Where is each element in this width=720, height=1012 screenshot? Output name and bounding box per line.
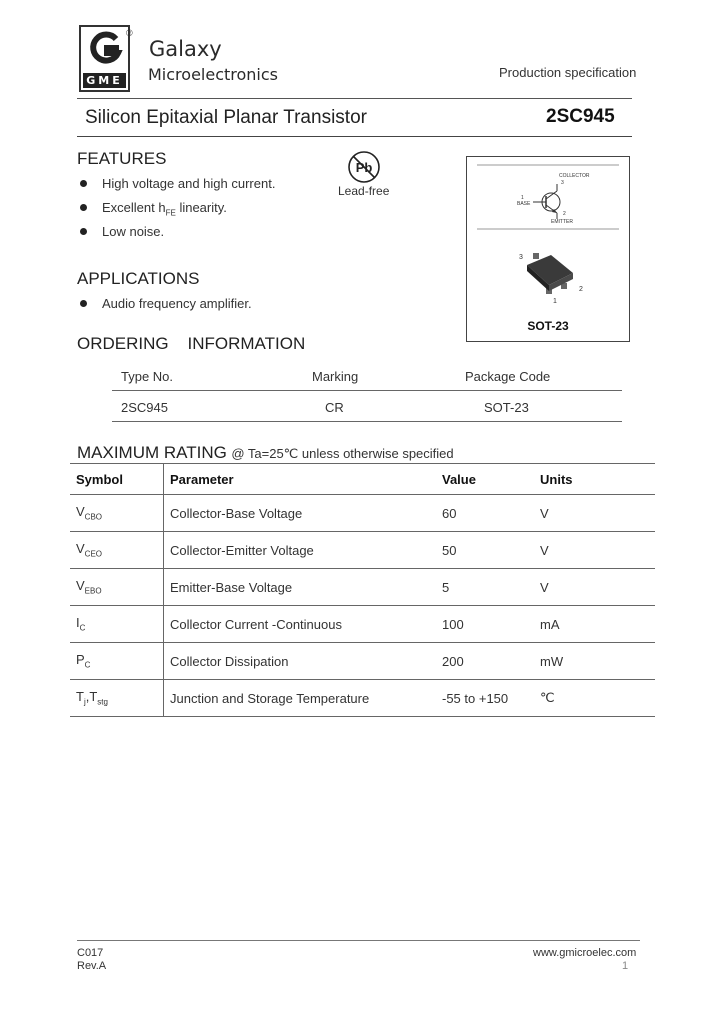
pin-emitter-number: 2	[563, 211, 566, 217]
product-description: Silicon Epitaxial Planar Transistor	[85, 107, 367, 128]
max-rating-condition: @ Ta=25℃ unless otherwise specified	[231, 446, 454, 461]
registered-mark: ®	[126, 28, 133, 38]
parameter-cell: Collector-Emitter Voltage	[164, 532, 437, 569]
symbol-cell: $V_{CBO}$	[70, 495, 164, 532]
parameter-cell: Collector Current -Continuous	[164, 606, 437, 643]
max-rating-heading: MAXIMUM RATING	[77, 443, 227, 462]
symbol-cell: $I_C$	[70, 606, 164, 643]
lead-symbol: Pb	[355, 160, 373, 175]
ordering-col-type: Type No.	[121, 369, 174, 384]
col-units: Units	[534, 464, 655, 495]
value-cell: 200	[436, 643, 534, 680]
value-cell: 50	[436, 532, 534, 569]
bullet-icon	[80, 228, 87, 235]
table-row	[70, 680, 655, 717]
features-heading: FEATURES	[77, 149, 167, 168]
g-logo-icon	[89, 29, 123, 69]
feature-item: Excellent $h_{FE}$ linearity.	[102, 200, 227, 218]
package-pin-label: 2	[579, 286, 583, 293]
unit-cell: ℃	[534, 680, 655, 717]
brand-name-line1: Galaxy	[149, 37, 222, 61]
parameter-cell: Collector-Base Voltage	[164, 495, 437, 532]
ordering-type-value: 2SC945	[121, 400, 168, 415]
document-code: C017	[77, 947, 104, 959]
feature-item: High voltage and high current.	[102, 176, 276, 191]
base-label: BASE	[517, 201, 531, 207]
production-spec-label: Production specification	[499, 65, 637, 80]
value-cell: 60	[436, 495, 534, 532]
table-row	[70, 569, 655, 606]
parameter-cell: Junction and Storage Temperature	[164, 680, 437, 717]
value-cell: 100	[436, 606, 534, 643]
table-header-row	[70, 464, 655, 495]
col-value: Value	[436, 464, 534, 495]
logo-gme-text: GME	[83, 73, 126, 88]
feature-item: Low noise.	[102, 224, 165, 239]
ordering-divider	[112, 421, 622, 422]
emitter-label: EMITTER	[551, 219, 573, 225]
symbol-cell: $P_C$	[70, 643, 164, 680]
ordering-col-marking: Marking	[312, 369, 359, 384]
max-rating-title	[77, 443, 454, 463]
symbol-cell: $V_{CEO}$	[70, 532, 164, 569]
value-cell: 5	[436, 569, 534, 606]
applications-heading: APPLICATIONS	[77, 269, 200, 288]
application-item: Audio frequency amplifier.	[102, 296, 252, 311]
ordering-marking-value: CR	[325, 400, 344, 415]
package-pin-label: 1	[553, 298, 557, 305]
bullet-icon	[80, 180, 87, 187]
lead-free-label: Lead-free	[338, 184, 390, 198]
unit-cell: V	[534, 569, 655, 606]
parameter-cell: Collector Dissipation	[164, 643, 437, 680]
bullet-icon	[80, 204, 87, 211]
company-logo	[79, 25, 130, 92]
col-symbol: Symbol	[70, 464, 164, 495]
unit-cell: mW	[534, 643, 655, 680]
lead-free-icon	[344, 150, 384, 184]
value-cell: -55 to +150	[436, 680, 534, 717]
package-name: SOT-23	[527, 319, 569, 333]
table-row	[70, 495, 655, 532]
unit-cell: V	[534, 532, 655, 569]
ordering-package-value: SOT-23	[484, 400, 529, 415]
pin-collector-number: 3	[561, 180, 564, 186]
table-row	[70, 532, 655, 569]
part-number: 2SC945	[546, 106, 615, 127]
page-number: 1	[622, 960, 629, 972]
package-diagram	[466, 156, 630, 342]
package-pin-label: 3	[519, 254, 523, 261]
revision: Rev.A	[77, 960, 107, 972]
bullet-icon	[80, 300, 87, 307]
ordering-heading: ORDERING INFORMATION	[77, 334, 306, 353]
brand-name-line2: Microelectronics	[148, 65, 278, 84]
collector-label: COLLECTOR	[559, 173, 590, 179]
symbol-cell: $V_{EBO}$	[70, 569, 164, 606]
footer-divider	[77, 940, 640, 941]
sot23-package-icon	[507, 245, 597, 307]
col-parameter: Parameter	[164, 464, 437, 495]
pin-base-number: 1	[521, 195, 524, 201]
symbol-cell: $T_j,T_{stg}$	[70, 680, 164, 717]
unit-cell: mA	[534, 606, 655, 643]
website-link[interactable]: www.gmicroelec.com	[533, 947, 637, 959]
ordering-divider	[112, 390, 622, 391]
header-divider	[77, 98, 632, 99]
unit-cell: V	[534, 495, 655, 532]
ordering-col-package: Package Code	[465, 369, 551, 384]
table-row	[70, 606, 655, 643]
parameter-cell: Emitter-Base Voltage	[164, 569, 437, 606]
table-row	[70, 643, 655, 680]
title-divider	[77, 136, 632, 137]
max-rating-table	[70, 463, 655, 717]
